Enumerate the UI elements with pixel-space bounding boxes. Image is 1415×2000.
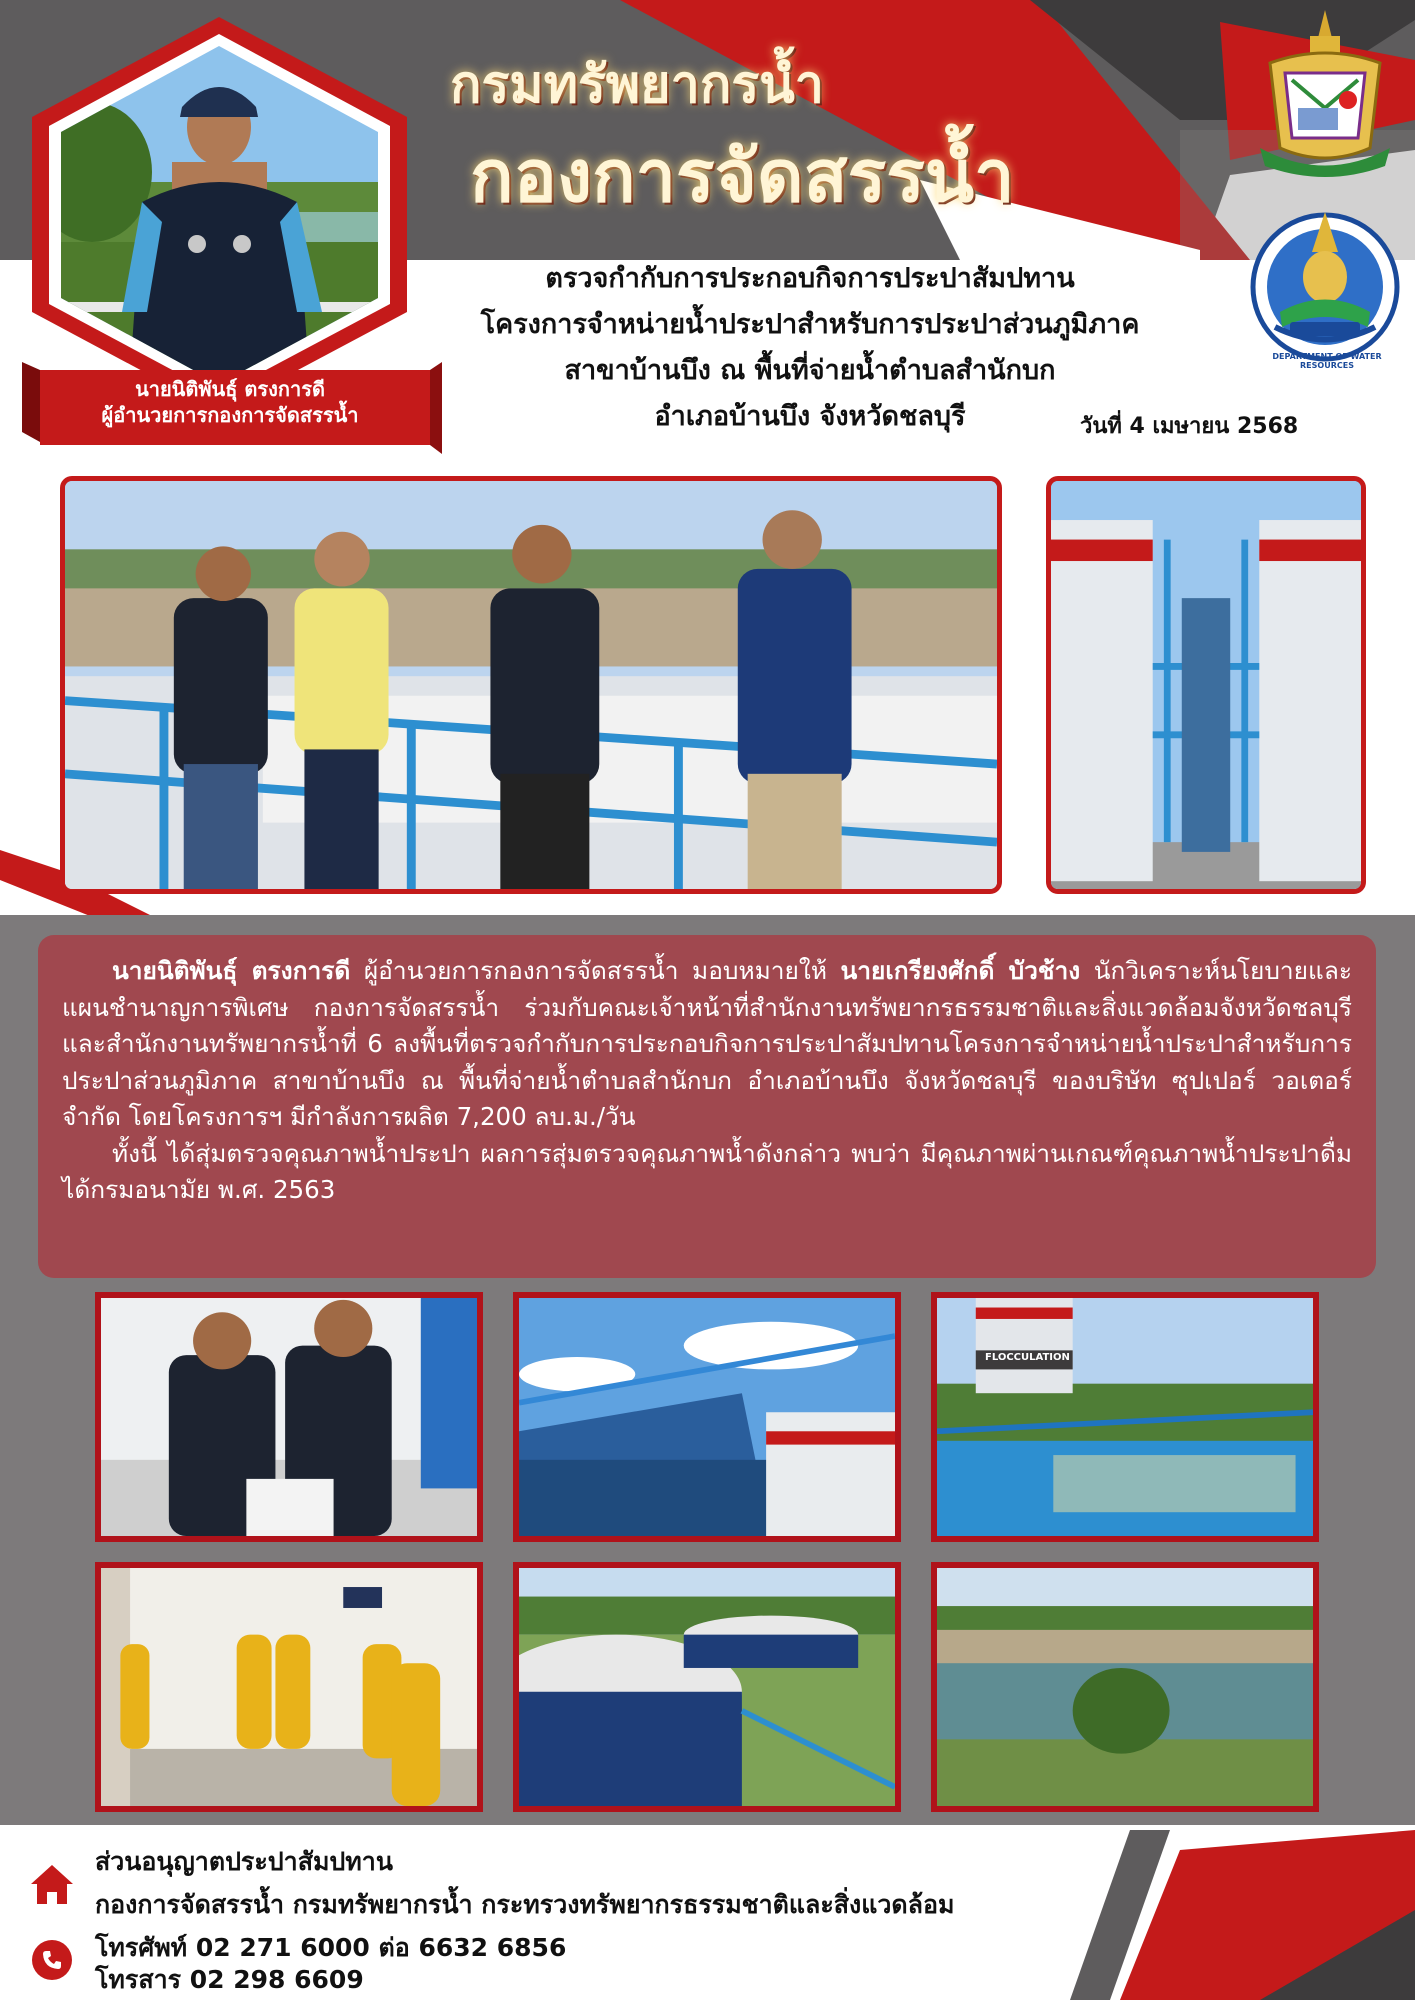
footer-phone: โทรศัพท์ 02 271 6000 ต่อ 6632 6856 [95, 1933, 567, 1962]
subtitle-line-2: โครงการจำหน่ายน้ำประปาสำหรับการประปาส่วนภูมิภาค [480, 309, 1140, 340]
phone-icon [32, 1940, 72, 1980]
footer-fax: โทรสาร 02 298 6609 [95, 1965, 364, 1994]
director-name-text: นายนิติพันธุ์ ตรงการดี [112, 956, 351, 985]
news-text-box [38, 935, 1376, 1278]
footer-unit: ส่วนอนุญาตประปาสัมปทาน [95, 1847, 393, 1876]
director-title: ผู้อำนวยการกองการจัดสรรน้ำ [101, 403, 359, 427]
director-portrait [22, 12, 417, 417]
dwr-logo-text: DEPARTMENT OF WATER RESOURCES [1272, 352, 1382, 370]
clear-water-tanks-photo [513, 1562, 901, 1812]
dwr-logo [1250, 192, 1400, 377]
raw-water-pond-photo [931, 1562, 1319, 1812]
footer-organization: กองการจัดสรรน้ำ กรมทรัพยากรน้ำ กระทรวงทรัพยากรธรรมชาติและสิ่งแวดล้อม [95, 1890, 955, 1919]
ministry-emblem-logo [1250, 8, 1400, 180]
water-sampling-photo [95, 1292, 483, 1542]
inspection-team-photo [60, 476, 1002, 894]
page-title-department: กรมทรัพยากรน้ำ [450, 55, 825, 115]
assignment-text: ผู้อำนวยการกองการจัดสรรน้ำ มอบหมายให้ [350, 956, 841, 985]
inspection-details-text: นักวิเคราะห์นโยบายและแผนชำนาญการพิเศษ กองการจัดสรรน้ำ ร่วมกับคณะเจ้าหน้าที่สำนักงานทรัพยากรธรรมชาติและสิ่งแวดล้อมจังหวัดชลบุรี และสำนักงานทรัพยากรน้ำที่ 6 ลงพื้นที่ตรวจกำกับการประกอบกิจการประปาสัมปทานโครงการจำหน่ายน้ำประปาสำหรับการประปาส่วนภูมิภาค สาขาบ้านบึง ณ พื้นที่จ่ายน้ำตำบลสำนักบก อำเภอบ้านบึง จังหวัดชลบุรี ของบริษัท ซุปเปอร์ วอเตอร์ จำกัด โดยโครงการฯ มีกำลังการผลิต 7,200 ลบ.ม./วัน [62, 956, 1352, 1131]
paragraph-1 [62, 953, 1352, 1136]
director-caption [40, 376, 420, 428]
flocculation-label: FLOCCULATION [985, 1352, 1070, 1363]
flocculation-tank-photo [931, 1292, 1319, 1542]
officer-name-text: นายเกรียงศักดิ์ บัวช้าง [840, 956, 1081, 985]
footer-decoration [880, 1830, 1415, 2000]
storage-tanks-photo [1046, 476, 1366, 894]
chlorine-cylinders-photo [95, 1562, 483, 1812]
page-title-division: กองการจัดสรรน้ำ [470, 134, 1015, 218]
treatment-plant-photo [513, 1292, 901, 1542]
subtitle-line-1: ตรวจกำกับการประกอบกิจการประปาสัมปทาน [545, 263, 1075, 294]
subtitle-line-4: อำเภอบ้านบึง จังหวัดชลบุรี [654, 401, 966, 432]
paragraph-2: ทั้งนี้ ได้สุ่มตรวจคุณภาพน้ำประปา ผลการสุ่มตรวจคุณภาพน้ำดังกล่าว พบว่า มีคุณภาพผ่านเกณฑ์คุณภาพน้ำประปาดื่มได้กรมอนามัย พ.ศ. 2563 [62, 1138, 1352, 1204]
home-icon [30, 1862, 75, 1907]
director-name: นายนิติพันธุ์ ตรงการดี [135, 377, 325, 401]
subtitle-line-3: สาขาบ้านบึง ณ พื้นที่จ่ายน้ำตำบลสำนักบก [564, 355, 1056, 386]
event-date: วันที่ 4 เมษายน 2568 [1080, 414, 1299, 439]
